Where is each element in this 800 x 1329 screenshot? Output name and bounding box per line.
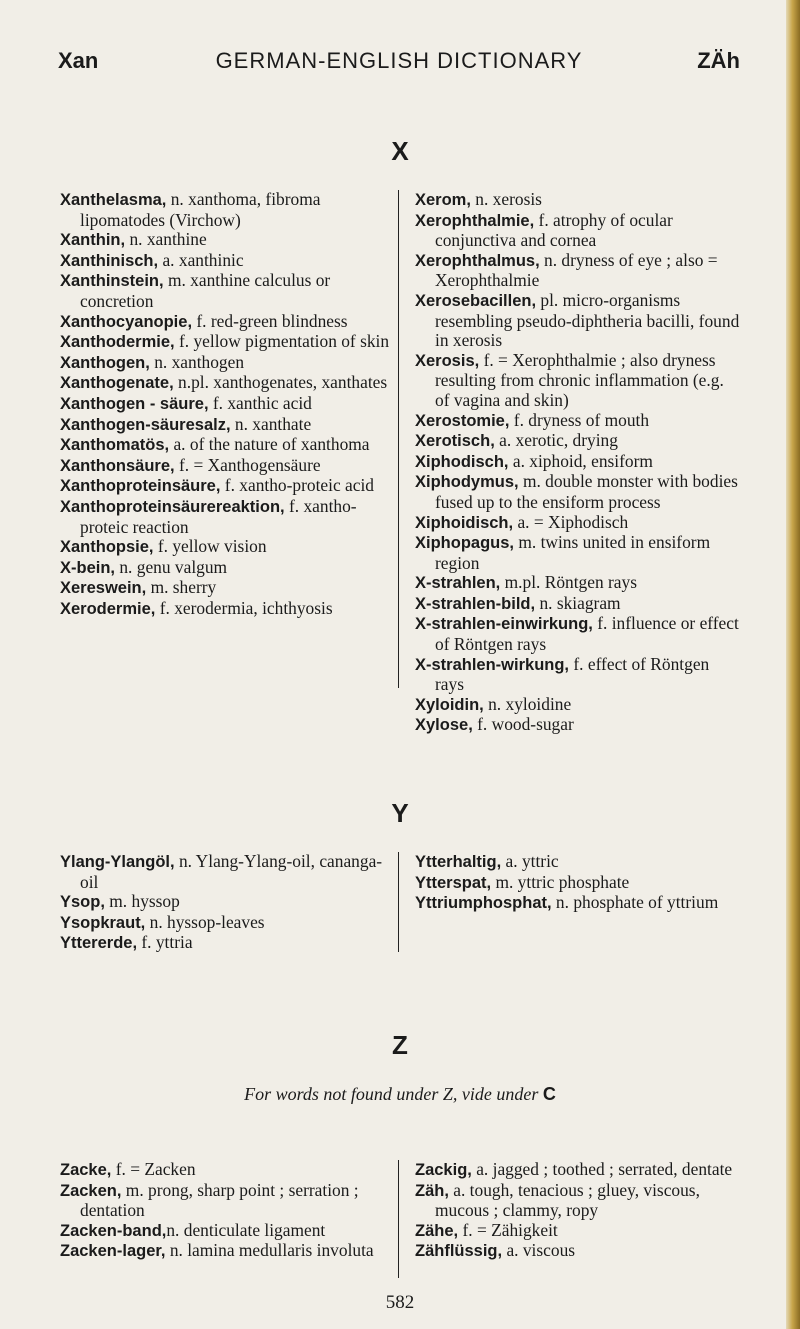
entry-headword: Zacke,	[60, 1161, 112, 1179]
entry-headword: Xanthocyanopie,	[60, 312, 193, 331]
entry-gloss: a. xiphoid, ensiform	[508, 450, 653, 471]
section-z-right-column	[415, 1160, 741, 1262]
entry-gloss: n. xanthate	[230, 413, 312, 434]
dictionary-entry	[415, 431, 741, 452]
entry-gloss: n. dryness of eye ; also = Xerophthalmie	[435, 249, 718, 291]
dictionary-entry	[60, 558, 390, 579]
entry-headword: Xerostomie,	[415, 411, 510, 430]
entry-headword: Xanthoproteinsäure,	[60, 477, 221, 496]
entry-gloss: pl. micro-organisms resembling pseudo-diphtheria bacilli, found in xerosis	[435, 289, 740, 351]
section-y-right-column	[415, 852, 741, 914]
dictionary-entry	[60, 1160, 390, 1181]
dictionary-entry	[415, 251, 741, 291]
entry-headword: Ylang-Ylangöl,	[60, 853, 175, 871]
header-first-word: Xan	[58, 48, 99, 73]
entry-headword: Xanthin,	[60, 231, 126, 250]
entry-gloss: f. yellow pigmentation of skin	[174, 331, 390, 352]
column-rule-z	[398, 1160, 399, 1278]
entry-headword: Xylose,	[415, 716, 473, 735]
entry-gloss: f. xanthic acid	[208, 392, 312, 413]
entry-gloss: m. sherry	[146, 577, 217, 598]
entry-headword: Xerom,	[415, 191, 471, 209]
entry-headword: Ysop,	[60, 893, 105, 912]
dictionary-entry	[415, 351, 741, 411]
dictionary-entry	[415, 695, 741, 716]
running-header	[58, 48, 740, 84]
dictionary-entry	[415, 472, 741, 512]
entry-gloss: a. tough, tenacious ; gluey, viscous, mucous ; clammy, ropy	[435, 1179, 700, 1221]
dictionary-entry	[415, 190, 741, 211]
entry-gloss: f. xantho-proteic acid	[220, 475, 375, 496]
entry-headword: X-bein,	[60, 558, 116, 577]
cross-reference-letter: C	[542, 1084, 556, 1104]
column-rule-y	[398, 852, 399, 952]
header-title: GERMAN-ENGLISH DICTIONARY	[215, 48, 583, 73]
entry-headword: Xanthodermie,	[60, 333, 175, 352]
entry-gloss: m.pl. Röntgen rays	[500, 572, 637, 593]
entry-gloss: n. lamina medullaris involuta	[165, 1240, 374, 1261]
entry-gloss: a. yttric	[501, 851, 559, 871]
entry-gloss: f. = Xerophthalmie ; also dryness resulting from chronic inflammation (e.g. of vagina and skin)	[435, 349, 724, 410]
entry-gloss: n. phosphate of yttrium	[551, 892, 719, 913]
dictionary-entry	[60, 415, 390, 436]
entry-gloss: m. twins united in ensiform region	[435, 532, 711, 573]
entry-headword: Zähe,	[415, 1221, 459, 1240]
entry-gloss: n. denticulate ligament	[166, 1219, 326, 1240]
dictionary-entry	[60, 353, 390, 374]
page-edge	[786, 0, 800, 1329]
entry-headword: Zacken-band,	[60, 1221, 167, 1240]
entry-gloss: n. genu valgum	[115, 556, 228, 577]
section-letter-x: X	[391, 136, 409, 166]
dictionary-entry	[415, 594, 741, 615]
column-rule-x	[398, 190, 399, 688]
entry-gloss: f. yttria	[137, 932, 193, 953]
entry-headword: Zackig,	[415, 1161, 472, 1179]
dictionary-entry	[60, 190, 390, 230]
dictionary-entry	[60, 578, 390, 599]
cross-reference-note	[0, 1084, 800, 1105]
entry-gloss: a. xanthinic	[158, 249, 244, 270]
section-letter-y: Y	[391, 798, 409, 828]
page-number: 582	[385, 1292, 415, 1313]
entry-headword: Yttriumphosphat,	[415, 894, 552, 913]
entry-gloss: m. double monster with bodies fused up to the ensiform process	[435, 471, 738, 512]
entry-gloss: f. effect of Röntgen rays	[435, 653, 710, 695]
entry-gloss: m. prong, sharp point ; serration ; dentation	[80, 1179, 359, 1221]
header-last-word: ZÄh	[697, 48, 740, 73]
dictionary-entry	[60, 251, 390, 272]
dictionary-entry	[415, 1181, 741, 1221]
dictionary-entry	[60, 497, 390, 537]
entry-gloss: f. wood-sugar	[472, 714, 574, 735]
entry-headword: Ytterhaltig,	[415, 853, 502, 871]
entry-gloss: f. atrophy of ocular conjunctiva and cornea	[435, 209, 673, 251]
entry-gloss: n. xanthoma, fibroma lipomatodes (Virchow)	[80, 189, 321, 230]
dictionary-entry	[60, 312, 390, 333]
dictionary-entry	[415, 1241, 741, 1262]
entry-headword: Xerophthalmus,	[415, 251, 540, 270]
entry-gloss: n. skiagram	[535, 592, 621, 613]
entry-headword: Xiphodymus,	[415, 473, 519, 492]
dictionary-entry	[415, 873, 741, 894]
dictionary-entry	[415, 655, 741, 695]
section-letter-z: Z	[392, 1030, 408, 1060]
entry-gloss: m. yttric phosphate	[491, 871, 630, 892]
entry-gloss: n.pl. xanthogenates, xanthates	[173, 372, 388, 393]
entry-headword: X-strahlen-bild,	[415, 594, 536, 613]
section-z-left-column	[60, 1160, 390, 1262]
entry-gloss: f. = Zacken	[111, 1159, 196, 1179]
entry-headword: Xiphopagus,	[415, 534, 514, 553]
dictionary-entry	[60, 332, 390, 353]
dictionary-entry	[415, 614, 741, 654]
entry-headword: Zacken-lager,	[60, 1242, 166, 1261]
entry-gloss: f. = Zähigkeit	[458, 1219, 558, 1240]
entry-headword: Xanthomatös,	[60, 436, 170, 455]
dictionary-entry	[60, 1241, 390, 1262]
dictionary-entry	[415, 715, 741, 736]
entry-gloss: a. of the nature of xanthoma	[169, 434, 370, 455]
entry-gloss: f. xerodermia, ichthyosis	[155, 597, 333, 618]
entry-gloss: f. dryness of mouth	[509, 409, 650, 430]
entry-gloss: a. viscous	[502, 1240, 576, 1261]
entry-gloss: f. yellow vision	[153, 536, 267, 557]
dictionary-entry	[415, 573, 741, 594]
entry-gloss: n. xanthogen	[149, 351, 245, 372]
entry-headword: Xereswein,	[60, 579, 147, 598]
dictionary-entry	[60, 913, 390, 934]
entry-headword: Xanthogenate,	[60, 374, 174, 393]
entry-headword: Xerotisch,	[415, 432, 495, 451]
entry-headword: Xerosebacillen,	[415, 291, 537, 310]
dictionary-entry	[60, 373, 390, 394]
entry-headword: X-strahlen,	[415, 574, 501, 593]
dictionary-entry	[60, 599, 390, 620]
dictionary-entry	[60, 271, 390, 311]
entry-headword: Xiphoidisch,	[415, 513, 514, 532]
entry-gloss: f. = Xanthogensäure	[174, 454, 321, 475]
entry-headword: Xerophthalmie,	[415, 211, 535, 230]
entry-gloss: a. = Xiphodisch	[513, 511, 629, 532]
entry-headword: Zähflüssig,	[415, 1242, 503, 1261]
entry-gloss: a. jagged ; toothed ; serrated, dentate	[471, 1159, 733, 1179]
entry-headword: Xerodermie,	[60, 599, 156, 618]
entry-gloss: n. hyssop-leaves	[145, 911, 265, 932]
entry-headword: Zacken,	[60, 1181, 122, 1200]
dictionary-entry	[60, 852, 390, 892]
section-y-left-column	[60, 852, 390, 954]
entry-gloss: f. xantho-proteic reaction	[80, 495, 357, 537]
entry-gloss: f. influence or effect of Röntgen rays	[435, 613, 739, 655]
entry-gloss: n. xerosis	[470, 189, 542, 209]
entry-gloss: m. xanthine calculus or concretion	[80, 270, 331, 311]
entry-headword: Xanthelasma,	[60, 191, 167, 209]
entry-headword: X-strahlen-einwirkung,	[415, 615, 593, 634]
section-x-right-column	[415, 190, 741, 736]
entry-headword: Xerosis,	[415, 351, 480, 370]
dictionary-entry	[415, 893, 741, 914]
entry-gloss: n. xyloidine	[483, 693, 572, 714]
dictionary-entry	[415, 411, 741, 432]
entry-headword: X-strahlen-wirkung,	[415, 655, 570, 674]
entry-headword: Ysopkraut,	[60, 913, 146, 932]
entry-gloss: n. Ylang-Ylang-oil, cananga-oil	[80, 851, 383, 892]
entry-headword: Zäh,	[415, 1181, 449, 1200]
entry-headword: Xanthogen,	[60, 353, 150, 372]
dictionary-entry	[415, 533, 741, 573]
entry-headword: Xanthogen - säure,	[60, 394, 209, 413]
entry-gloss: f. red-green blindness	[192, 310, 348, 331]
entry-headword: Xyloidin,	[415, 695, 484, 714]
dictionary-entry	[60, 230, 390, 251]
entry-headword: Xanthopsie,	[60, 538, 154, 557]
entry-headword: Xiphodisch,	[415, 452, 509, 471]
entry-headword: Ytterspat,	[415, 873, 492, 892]
dictionary-entry	[60, 435, 390, 456]
dictionary-entry	[60, 1221, 390, 1242]
dictionary-entry	[415, 452, 741, 473]
entry-headword: Xanthoproteinsäurereaktion,	[60, 497, 285, 516]
dictionary-entry	[60, 537, 390, 558]
entry-headword: Yttererde,	[60, 934, 138, 953]
dictionary-entry	[60, 892, 390, 913]
entry-gloss: m. hyssop	[104, 891, 180, 912]
entry-headword: Xanthogen-säuresalz,	[60, 415, 231, 434]
dictionary-entry	[60, 933, 390, 954]
dictionary-entry	[415, 211, 741, 251]
cross-reference-text: For words not found under Z, vide under	[244, 1084, 539, 1104]
dictionary-entry	[60, 1181, 390, 1221]
dictionary-entry	[415, 852, 741, 873]
dictionary-entry	[60, 394, 390, 415]
dictionary-entry	[60, 456, 390, 477]
dictionary-entry	[60, 476, 390, 497]
dictionary-entry	[415, 291, 741, 351]
entry-gloss: a. xerotic, drying	[494, 430, 618, 451]
dictionary-entry	[415, 1221, 741, 1242]
entry-headword: Xanthonsäure,	[60, 456, 175, 475]
section-x-left-column	[60, 190, 390, 619]
dictionary-entry	[415, 1160, 741, 1181]
entry-gloss: n. xanthine	[125, 229, 207, 250]
entry-headword: Xanthinisch,	[60, 251, 159, 270]
entry-headword: Xanthinstein,	[60, 272, 164, 291]
dictionary-entry	[415, 513, 741, 534]
